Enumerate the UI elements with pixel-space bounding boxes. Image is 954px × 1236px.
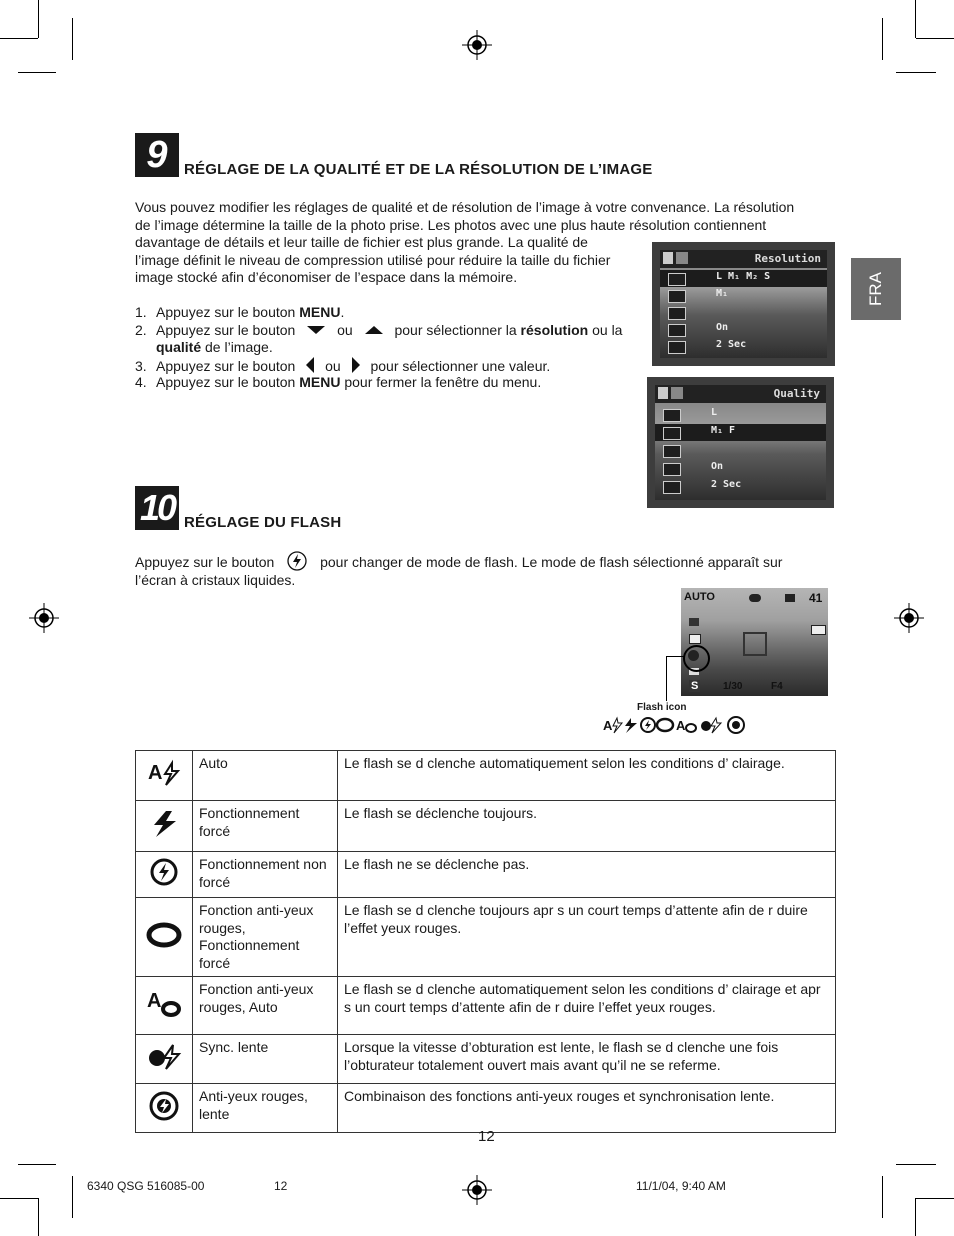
flash-icon-label: Flash icon bbox=[637, 702, 687, 713]
flash-forced-on-icon bbox=[146, 809, 182, 839]
red-eye-auto-icon bbox=[676, 718, 696, 733]
menu-row-review: 2 Sec bbox=[655, 478, 826, 495]
macro-icon bbox=[749, 594, 761, 602]
focus-frame bbox=[743, 632, 767, 656]
mode-icon bbox=[689, 618, 699, 626]
memory-icon bbox=[785, 594, 795, 602]
down-arrow-icon bbox=[307, 325, 325, 335]
resolution-menu-screenshot bbox=[652, 242, 835, 366]
svg-text:A: A bbox=[676, 718, 686, 733]
callout-line bbox=[666, 656, 684, 657]
right-arrow-icon bbox=[351, 357, 361, 373]
page-number: 12 bbox=[478, 1128, 495, 1145]
crop-mark bbox=[0, 1198, 38, 1199]
left-arrow-icon bbox=[305, 357, 315, 373]
crop-mark bbox=[915, 1198, 916, 1236]
table-row: Anti-yeux rouges, lente Combinaison des fonctions anti-yeux rouges et synchronisation lente. bbox=[136, 1084, 836, 1133]
menu-row-quality: M₁ bbox=[660, 287, 827, 304]
lcd-screenshot: AUTO 41 S 1/30 F4 bbox=[681, 588, 828, 696]
crop-mark bbox=[896, 1164, 936, 1165]
crop-mark bbox=[72, 1176, 73, 1218]
callout-line bbox=[666, 656, 667, 701]
callout-circle bbox=[683, 645, 710, 672]
menu-row-review: 2 Sec bbox=[660, 338, 827, 355]
flash-button-icon bbox=[286, 551, 308, 571]
red-eye-forced-icon bbox=[145, 921, 183, 949]
table-row: A Auto Le flash se d clenche automatiquement selon les conditions d’ clairage. bbox=[136, 751, 836, 801]
menu-row-mode bbox=[655, 442, 826, 459]
red-eye-auto-icon bbox=[145, 987, 183, 1019]
crop-mark bbox=[916, 1198, 954, 1199]
section-paragraph: Appuyez sur le bouton pour changer de mode de flash. Le mode de flash sélectionné apparaît sur l’écran à cristaux liquides. bbox=[135, 551, 835, 589]
table-row: A Fonction anti-yeux rouges, Auto Le flash se d clenche automatiquement selon les conditions d’ clairage et apr s un court temps d’attente afin de r duire l’effet yeux rouges. bbox=[136, 977, 836, 1035]
registration-mark-icon bbox=[462, 30, 492, 60]
crop-mark bbox=[915, 0, 916, 38]
flash-auto-icon bbox=[146, 759, 182, 787]
footer-date: 11/1/04, 9:40 AM bbox=[636, 1179, 726, 1193]
crop-mark bbox=[882, 1176, 883, 1218]
crop-mark bbox=[38, 1198, 39, 1236]
crop-mark bbox=[0, 38, 38, 39]
section-number: 9 bbox=[135, 133, 179, 177]
crop-mark bbox=[916, 38, 954, 39]
menu-header: Resolution bbox=[660, 250, 827, 268]
crop-mark bbox=[72, 18, 73, 60]
registration-mark-icon bbox=[462, 1175, 492, 1205]
crop-mark bbox=[896, 72, 936, 73]
menu-row-resolution: L bbox=[655, 406, 826, 423]
table-row: Fonction anti-yeux rouges, Fonctionnement forcé Le flash se d clenche toujours apr s un court temps d’attente afin de r duire l’effet yeux rouges. bbox=[136, 898, 836, 977]
camera-icon bbox=[663, 252, 673, 264]
crop-mark bbox=[38, 0, 39, 38]
flash-modes-table bbox=[135, 750, 836, 1133]
section-number: 10 bbox=[135, 486, 179, 530]
section-title: RÉGLAGE DU FLASH bbox=[184, 514, 342, 531]
crop-mark bbox=[18, 72, 56, 73]
steps-list: 1. Appuyez sur le bouton MENU. 2. Appuyez sur le bouton ou pour sélectionner la résolution ou la qualité de l’image. 3. Appuyez sur le bouton ou pour sélectionner une valeur. 4. Appuyez sur le bouton MENU pour fermer la fenêtre du menu. bbox=[135, 304, 623, 390]
red-eye-slow-icon bbox=[728, 717, 744, 733]
red-eye-slow-icon bbox=[145, 1090, 183, 1122]
menu-row-resolution: L M₁ M₂ S bbox=[660, 270, 827, 287]
registration-mark-icon bbox=[894, 603, 924, 633]
flash-off-icon bbox=[641, 718, 655, 732]
camera-icon bbox=[658, 387, 668, 399]
language-tab: FRA bbox=[851, 258, 901, 320]
table-row: Sync. lente Lorsque la vitesse d’obturation est lente, le flash se d clenche une fois l’obturateur totalement ouvert mais avant qu’il ne se referme. bbox=[136, 1035, 836, 1084]
svg-text:A: A bbox=[603, 718, 613, 733]
menu-row-date: On bbox=[655, 460, 826, 477]
table-row: Fonctionnement non forcé Le flash ne se déclenche pas. bbox=[136, 852, 836, 898]
battery-icon bbox=[811, 625, 826, 635]
setup-icon bbox=[676, 252, 688, 264]
setup-icon bbox=[671, 387, 683, 399]
table-row: Fonctionnement forcé Le flash se déclenche toujours. bbox=[136, 801, 836, 852]
footer-page: 12 bbox=[274, 1179, 288, 1193]
footer-doc-id: 6340 QSG 516085-00 bbox=[87, 1179, 205, 1193]
registration-mark-icon bbox=[29, 603, 59, 633]
timer-icon bbox=[689, 634, 701, 644]
section-paragraph: Vous pouvez modifier les réglages de qualité et de résolution de l’image à votre convenance. La résolution de l’image détermine la taille de la photo prise. Les photos avec une plus haute résolution contiennent davantage de détails et leur taille de fichier est plus grande. La qualité de l’image définit le niveau de compression utilisé pour réduire la taille du fichier image stocké afin d’économiser de l’espace dans la mémoire. bbox=[135, 199, 795, 285]
crop-mark bbox=[18, 1164, 56, 1165]
menu-row-date: On bbox=[660, 321, 827, 338]
crop-mark bbox=[882, 18, 883, 60]
quality-menu-screenshot bbox=[647, 377, 834, 508]
red-eye-forced-icon bbox=[657, 719, 673, 731]
svg-text:A: A bbox=[148, 762, 163, 785]
menu-row-quality: M₁ F bbox=[655, 424, 826, 441]
svg-text:A: A bbox=[147, 990, 162, 1013]
up-arrow-icon bbox=[365, 325, 383, 335]
flash-forced-on-icon bbox=[625, 718, 637, 733]
flash-off-icon bbox=[148, 857, 180, 887]
slow-sync-icon bbox=[701, 718, 721, 733]
menu-row-mode bbox=[660, 304, 827, 321]
menu-header: Quality bbox=[655, 385, 826, 403]
section-title: RÉGLAGE DE LA QUALITÉ ET DE LA RÉSOLUTION DE L’IMAGE bbox=[184, 161, 653, 178]
flash-icons-strip bbox=[603, 716, 749, 734]
flash-auto-icon bbox=[603, 718, 622, 733]
slow-sync-icon bbox=[145, 1042, 183, 1072]
